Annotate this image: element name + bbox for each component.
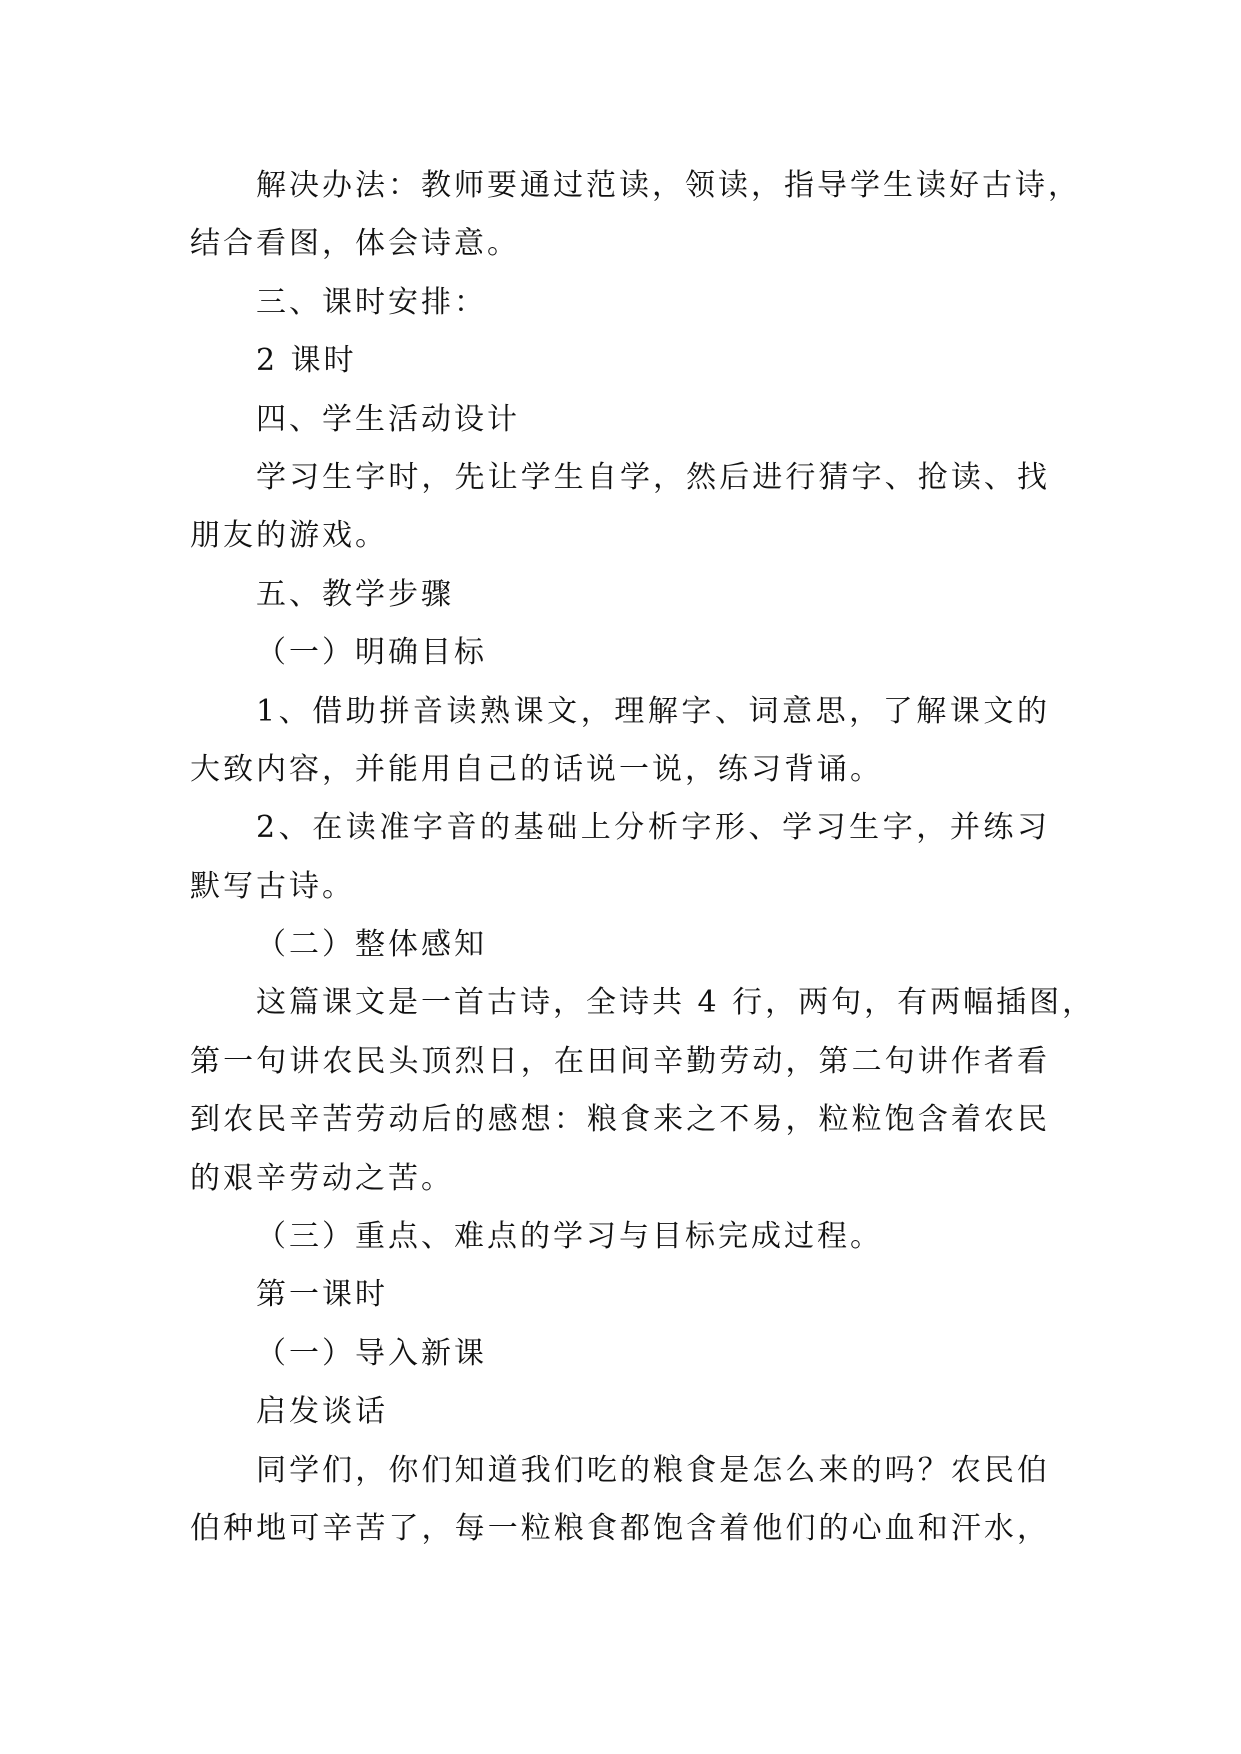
paragraph-line: 启发谈话 [256, 1394, 388, 1430]
section-heading: 四、学生活动设计 [256, 401, 520, 437]
paragraph-line: 学习生字时，先让学生自学，然后进行猜字、抢读、找 [256, 459, 1050, 495]
paragraph-line: 1、借助拼音读熟课文，理解字、词意思，了解课文的 [256, 693, 1050, 729]
paragraph-line: 的艰辛劳动之苦。 [190, 1160, 454, 1196]
document-body [190, 157, 1096, 1558]
paragraph-line: 解决办法：教师要通过范读，领读，指导学生读好古诗， [256, 168, 1081, 203]
paragraph-line: 同学们，你们知道我们吃的粮食是怎么来的吗？农民伯 [256, 1452, 1050, 1488]
paragraph-line: 默写古诗。 [190, 868, 355, 904]
subsection-heading: （一）导入新课 [256, 1335, 487, 1371]
subsection-heading: （三）重点、难点的学习与目标完成过程。 [256, 1219, 883, 1255]
paragraph-line: 第一句讲农民头顶烈日，在田间辛勤劳动，第二句讲作者看 [190, 1043, 1050, 1079]
section-heading: 三、课时安排： [256, 284, 487, 320]
section-heading: 五、教学步骤 [256, 576, 454, 612]
paragraph-line: 结合看图，体会诗意。 [190, 226, 520, 262]
paragraph-line: 2、在读准字音的基础上分析字形、学习生字，并练习 [256, 810, 1050, 846]
paragraph-line: 到农民辛苦劳动后的感想：粮食来之不易，粒粒饱含着农民 [190, 1102, 1050, 1138]
paragraph-line: 这篇课文是一首古诗，全诗共 4 行，两句，有两幅插图， [256, 985, 1096, 1021]
paragraph-line: 大致内容，并能用自己的话说一说，练习背诵。 [190, 751, 883, 787]
paragraph-line: 伯种地可辛苦了，每一粒粮食都饱含着他们的心血和汗水， [190, 1510, 1050, 1546]
paragraph-line: 2 课时 [256, 343, 357, 379]
paragraph-line: 朋友的游戏。 [190, 518, 388, 554]
subsection-heading: （一）明确目标 [256, 635, 487, 671]
subsection-heading: （二）整体感知 [256, 927, 487, 963]
section-heading: 第一课时 [256, 1277, 388, 1313]
